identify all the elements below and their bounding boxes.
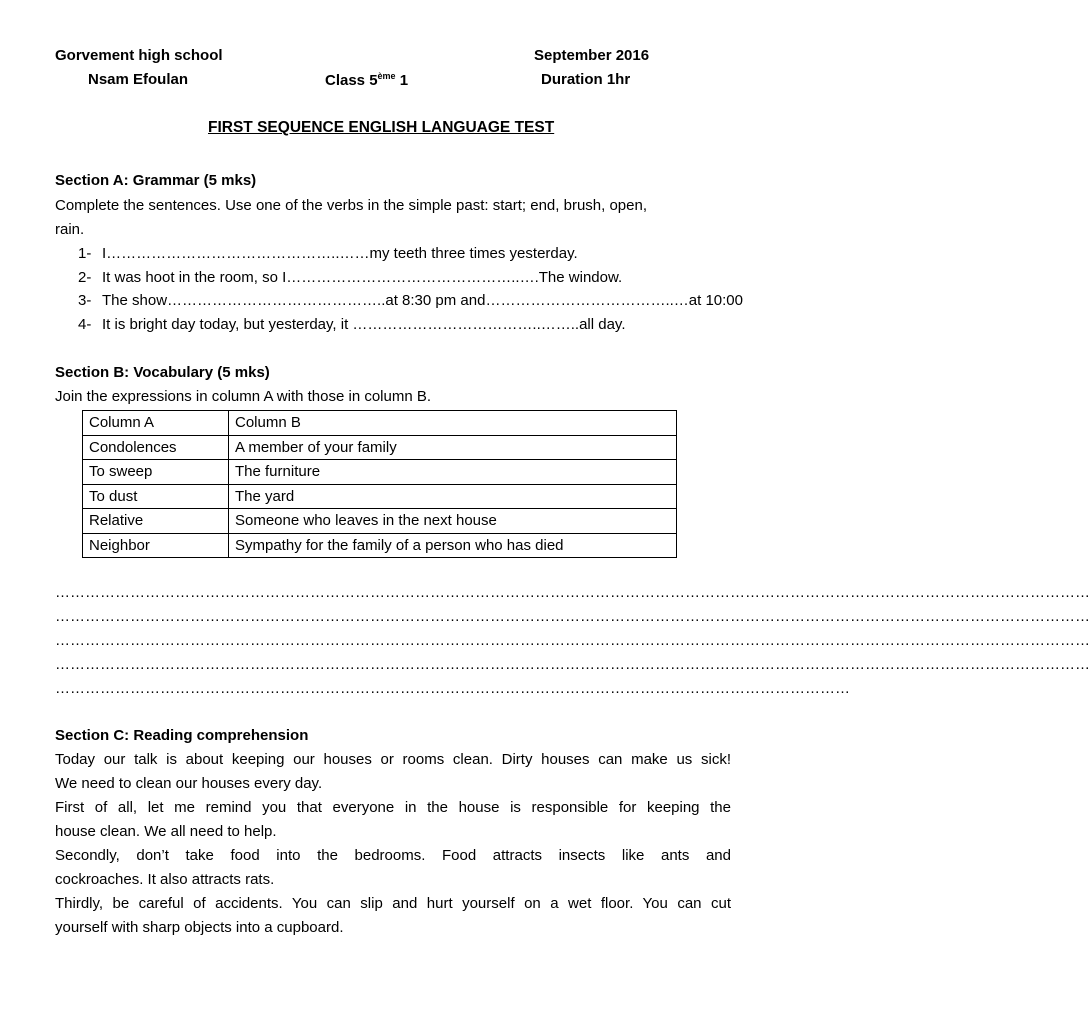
school-name: Gorvement high school [55, 47, 223, 64]
table-row [83, 533, 677, 558]
column-a-cell: Condolences [83, 435, 229, 460]
passage-line: Today our talk is about keeping our houses or rooms clean. Dirty houses can make us sick! [55, 751, 731, 768]
vocabulary-table [82, 410, 677, 558]
class-suffix: 1 [395, 72, 409, 89]
table-row [83, 509, 677, 534]
item-number: 4- [78, 316, 92, 333]
item-number: 2- [78, 269, 92, 286]
passage-line: yourself with sharp objects into a cupboard. [55, 919, 344, 936]
section-b-instruction: Join the expressions in column A with those in column B. [55, 388, 432, 405]
exam-date: September 2016 [534, 47, 650, 64]
passage-line: We need to clean our houses every day. [55, 775, 323, 792]
grammar-item-1 [78, 245, 578, 262]
reading-passage [55, 748, 731, 940]
passage-line: Thirdly, be careful of accidents. You can slip and hurt yourself on a wet floor. You can cut [55, 895, 731, 912]
column-b-cell: The yard [229, 484, 677, 509]
item-text: The show……………………………………..at 8:30 pm and………………………………..…at 10:00 [102, 292, 743, 309]
answer-line-2[interactable]: ……………………………………………………………………………………………………………………………………………………………………………………… [55, 608, 1090, 625]
page-title: FIRST SEQUENCE ENGLISH LANGUAGE TEST [208, 119, 555, 136]
table-row [83, 460, 677, 485]
section-b-heading: Section B: Vocabulary (5 mks) [55, 364, 270, 381]
answer-line-1[interactable]: ……………………………………………………………………………………………………………………………………………………………………………………… [55, 584, 1090, 601]
column-a-cell: To sweep [83, 460, 229, 485]
school-location: Nsam Efoulan [88, 71, 189, 88]
grammar-item-4 [78, 316, 625, 333]
column-b-cell: Someone who leaves in the next house [229, 509, 677, 534]
section-c-heading: Section C: Reading comprehension [55, 727, 309, 744]
answer-line-5[interactable]: …………………………………………………………………………………………………………………………………………… [55, 680, 850, 697]
passage-line: house clean. We all need to help. [55, 823, 277, 840]
table-row [83, 435, 677, 460]
passage-line: Secondly, don’t take food into the bedrooms. Food attracts insects like ants and [55, 847, 731, 864]
passage-line: First of all, let me remind you that everyone in the house is responsible for keeping the [55, 799, 731, 816]
class-prefix: Class 5 [325, 72, 378, 89]
section-a-instruction-line2: rain. [55, 221, 85, 238]
column-b-cell: Sympathy for the family of a person who has died [229, 533, 677, 558]
class-superscript: ème [377, 71, 396, 81]
exam-duration: Duration 1hr [541, 71, 631, 88]
column-b-header: Column B [229, 411, 677, 436]
column-a-cell: To dust [83, 484, 229, 509]
table-row [83, 484, 677, 509]
column-a-header: Column A [83, 411, 229, 436]
class-label [325, 71, 408, 89]
answer-line-3[interactable]: ……………………………………………………………………………………………………………………………………………………………………………………… [55, 632, 1090, 649]
item-text: I………………………………………..……my teeth three times yesterday. [102, 245, 578, 262]
item-number: 1- [78, 245, 92, 262]
column-a-cell: Relative [83, 509, 229, 534]
section-a-instruction-line1: Complete the sentences. Use one of the verbs in the simple past: start; end, brush, open, [55, 197, 648, 214]
item-text: It is bright day today, but yesterday, it ………………………………..……..all day. [102, 316, 626, 333]
column-b-cell: A member of your family [229, 435, 677, 460]
grammar-item-3 [78, 292, 743, 309]
item-text: It was hoot in the room, so I………………………………………..….The window. [102, 269, 623, 286]
item-number: 3- [78, 292, 92, 309]
grammar-item-2 [78, 269, 622, 286]
table-header-row [83, 411, 677, 436]
passage-line: cockroaches. It also attracts rats. [55, 871, 275, 888]
section-a-heading: Section A: Grammar (5 mks) [55, 172, 257, 189]
answer-line-4[interactable]: ……………………………………………………………………………………………………………………………………………………………………………………… [55, 656, 1090, 673]
column-b-cell: The furniture [229, 460, 677, 485]
column-a-cell: Neighbor [83, 533, 229, 558]
